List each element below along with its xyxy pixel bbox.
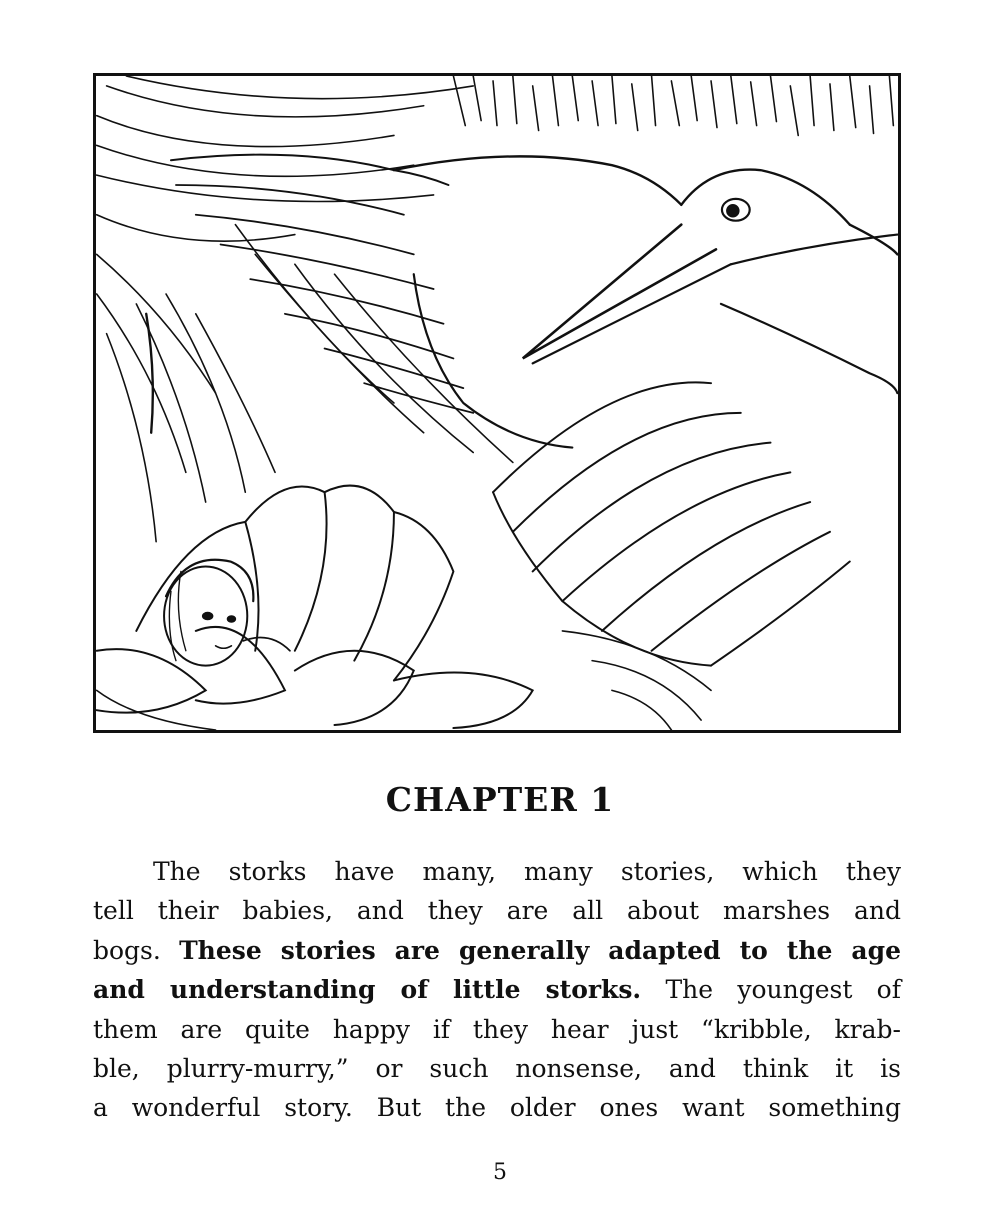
text-line (93, 1010, 901, 1049)
chapter-illustration (93, 73, 901, 733)
bold-text-run: and understanding of little storks. (93, 975, 642, 1005)
text-line (93, 931, 901, 970)
page-number: 5 (493, 1160, 507, 1185)
chapter-body-text (93, 852, 901, 1128)
text-line (93, 970, 901, 1009)
text-run: bogs. (93, 935, 180, 965)
stork-and-water-lily-illustration (96, 76, 898, 730)
text-line (93, 852, 901, 891)
text-line (93, 1088, 901, 1127)
text-run: them are quite happy if they hear just “kribble, krab- (93, 1014, 901, 1044)
chapter-title: CHAPTER 1 (385, 780, 615, 819)
text-run: a wonderful story. But the older ones want something (93, 1093, 901, 1123)
text-run: The youngest of (641, 975, 901, 1005)
text-line (93, 1049, 901, 1088)
text-run: tell their babies, and they are all about marshes and (93, 896, 901, 926)
text-line (93, 891, 901, 930)
bold-text-run: These stories are generally adapted to the age (179, 935, 902, 965)
text-run: ble, plurry-murry,” or such nonsense, and think it is (93, 1053, 901, 1083)
text-run: The storks have many, many stories, which they (153, 857, 901, 886)
